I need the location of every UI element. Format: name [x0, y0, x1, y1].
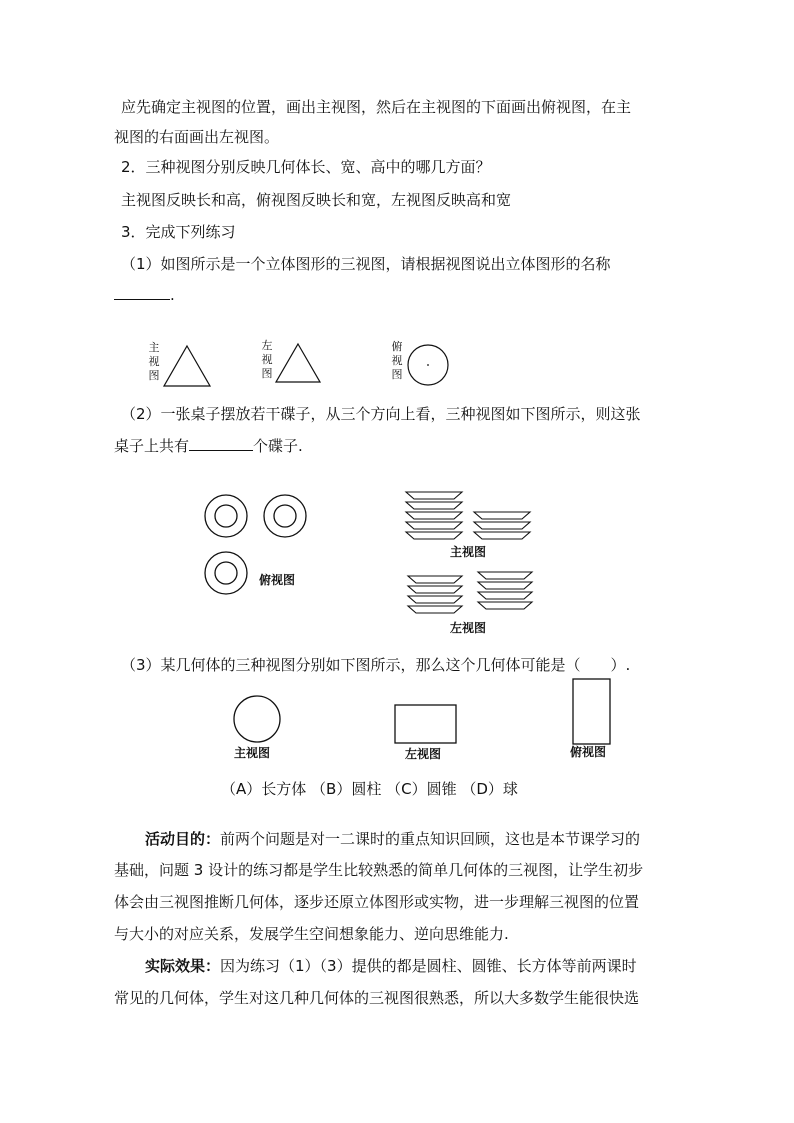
effect-line-2: 常见的几何体，学生对这几种几何体的三视图很熟悉，所以大多数学生能很快选	[114, 989, 640, 1007]
front-view-label: 主视图	[234, 746, 271, 760]
figure-3-three-views	[228, 676, 618, 766]
answer-blank[interactable]	[189, 436, 253, 451]
answer-2: 主视图反映长和高，俯视图反映长和宽，左视图反映高和宽	[121, 191, 512, 209]
left-view-label: 左视图	[450, 621, 487, 635]
top-view-label: 俯视图	[259, 573, 296, 587]
exercise-3: （3）某几何体的三种视图分别如下图所示，那么这个几何体可能是（ ）.	[121, 656, 631, 674]
purpose-line-3: 体会由三视图推断几何体，逐步还原立体图形或实物，进一步理解三视图的位置	[114, 893, 640, 911]
para-line: 视图的右面画出左视图。	[114, 128, 280, 146]
exercise-1-answer-line	[114, 285, 175, 305]
effect-line-1: 实际效果：因为练习（1）（3）提供的都是圆柱、圆锥、长方体等前两课时	[145, 957, 637, 975]
left-view-label: 左 视 图	[261, 339, 273, 380]
purpose-line-1: 活动目的：前两个问题是对一二课时的重点知识回顾，这也是本节课学习的	[145, 830, 641, 848]
circle-front-view	[232, 694, 282, 744]
exercise-1: （1）如图所示是一个立体图形的三视图，请根据视图说出立体图形的名称	[121, 255, 611, 273]
question-2: 2．三种视图分别反映几何体长、宽、高中的哪几方面？	[121, 158, 491, 176]
top-view-label: 俯视图	[570, 745, 607, 759]
exercise-2-line-1: （2）一张桌子摆放若干碟子，从三个方向上看，三种视图如下图所示，则这张	[121, 405, 641, 423]
left-view-label: 左视图	[405, 747, 442, 761]
front-view-label: 主视图	[450, 545, 487, 559]
plates-drawing	[198, 488, 538, 638]
exercise-2-line-2: 桌子上共有 个碟子.	[114, 437, 303, 455]
purpose-label: 活动目的：	[145, 830, 221, 848]
purpose-line-4: 与大小的对应关系，发展学生空间想象能力、逆向思维能力.	[114, 925, 509, 943]
rectangle-top-view	[572, 678, 612, 746]
triangle-left-view	[274, 342, 322, 384]
purpose-line-2: 基础，问题 3 设计的练习都是学生比较熟悉的简单几何体的三视图，让学生初步	[114, 861, 644, 879]
triangle-front-view	[162, 344, 212, 388]
answer-options: （A）长方体 （B）圆柱 （C）圆锥 （D）球	[221, 780, 518, 798]
figure-2-plates	[198, 488, 538, 638]
question-3: 3．完成下列练习	[121, 223, 236, 241]
top-view-label: 俯 视 图	[391, 340, 403, 381]
rectangle-left-view	[394, 704, 458, 746]
period: .	[170, 286, 175, 304]
para-line: 应先确定主视图的位置，画出主视图，然后在主视图的下面画出俯视图，在主	[121, 98, 632, 116]
front-view-label: 主 视 图	[148, 341, 160, 382]
circle-top-view	[405, 342, 451, 388]
effect-label: 实际效果：	[145, 957, 221, 975]
figure-1-three-views	[140, 336, 480, 392]
answer-blank[interactable]	[114, 285, 170, 300]
